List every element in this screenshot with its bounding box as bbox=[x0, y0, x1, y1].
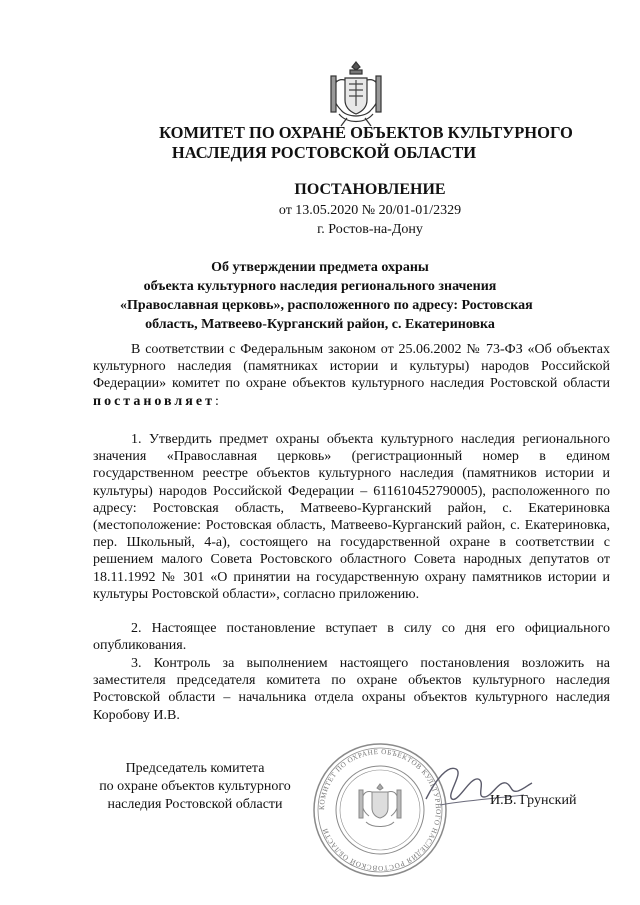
decides-colon: : bbox=[214, 393, 219, 409]
document-number-date: от 13.05.2020 № 20/01-01/2329 bbox=[278, 203, 462, 218]
preamble-paragraph bbox=[93, 341, 610, 410]
position-line: по охране объектов культурного bbox=[99, 779, 291, 794]
title-line: объекта культурного наследия регионального значения bbox=[143, 279, 497, 294]
item-2-text: 2. Настоящее постановление вступает в силу со дня его официального опубликования. bbox=[93, 621, 610, 654]
preamble-text: В соответствии с Федеральным законом от 25.06.2002 № 73-ФЗ «Об объектах культурного наследия (памятниках истории и культуры) народов Российской Федерации» комитет по охране объектов культурного наследия Ростовской области bbox=[93, 342, 610, 392]
item-3-paragraph bbox=[93, 655, 610, 724]
committee-name-line2: НАСЛЕДИЯ РОСТОВСКОЙ ОБЛАСТИ bbox=[171, 143, 477, 162]
seal-ring-text: КОМИТЕТ ПО ОХРАНЕ ОБЪЕКТОВ КУЛЬТУРНОГО НАСЛЕДИЯ РОСТОВСКОЙ ОБЛАСТИ bbox=[317, 747, 443, 873]
committee-name-line1: КОМИТЕТ ПО ОХРАНЕ ОБЪЕКТОВ КУЛЬТУРНОГО bbox=[159, 123, 573, 142]
document-title bbox=[120, 258, 533, 334]
document-type: ПОСТАНОВЛЕНИЕ bbox=[294, 181, 446, 198]
position-line: Председатель комитета bbox=[125, 761, 265, 776]
rostov-coat-of-arms-icon bbox=[327, 58, 385, 128]
title-line: «Православная церковь», расположенного по адресу: Ростовская bbox=[120, 298, 533, 313]
decides-word: постановляет bbox=[93, 393, 215, 409]
document-city: г. Ростов-на-Дону bbox=[317, 222, 423, 237]
signatory-name: И.В. Грунский bbox=[490, 793, 577, 808]
position-line: наследия Ростовской области bbox=[107, 797, 283, 812]
signatory-position bbox=[90, 760, 300, 814]
item-3-text: 3. Контроль за выполнением настоящего постановления возложить на заместителя председателя комитета по охране объектов культурного наследия Ростовской области – начальника отдела охраны объектов культурного наследия Коробову И.В. bbox=[93, 656, 610, 723]
item-1-paragraph bbox=[93, 431, 610, 603]
title-line: область, Матвеево-Курганский район, с. Екатериновка bbox=[145, 317, 495, 332]
title-line: Об утверждении предмета охраны bbox=[211, 260, 429, 275]
item-1-text: 1. Утвердить предмет охраны объекта культурного наследия регионального значения «Православная церковь» (регистрационный номер в едином государственном реестре объектов культурного наследия (памятников истории и культуры) народов Российской Федерации – 611610452790005), расположенного по адресу: Ростовская область, Матвеево-Курганский район, с. Екатериновка (местоположение: Ростовская область, Матвеево-Курганский район, с. Екатериновка, пер. Школьный, 4-а), состоящего на государственной охране в соответствии с решением малого Совета Ростовского областного Совета народных депутатов от 18.11.1992 № 301 «О принятии на государственную охрану памятников истории и культуры Ростовской области», согласно приложению. bbox=[93, 432, 610, 602]
item-2-paragraph bbox=[93, 620, 610, 654]
